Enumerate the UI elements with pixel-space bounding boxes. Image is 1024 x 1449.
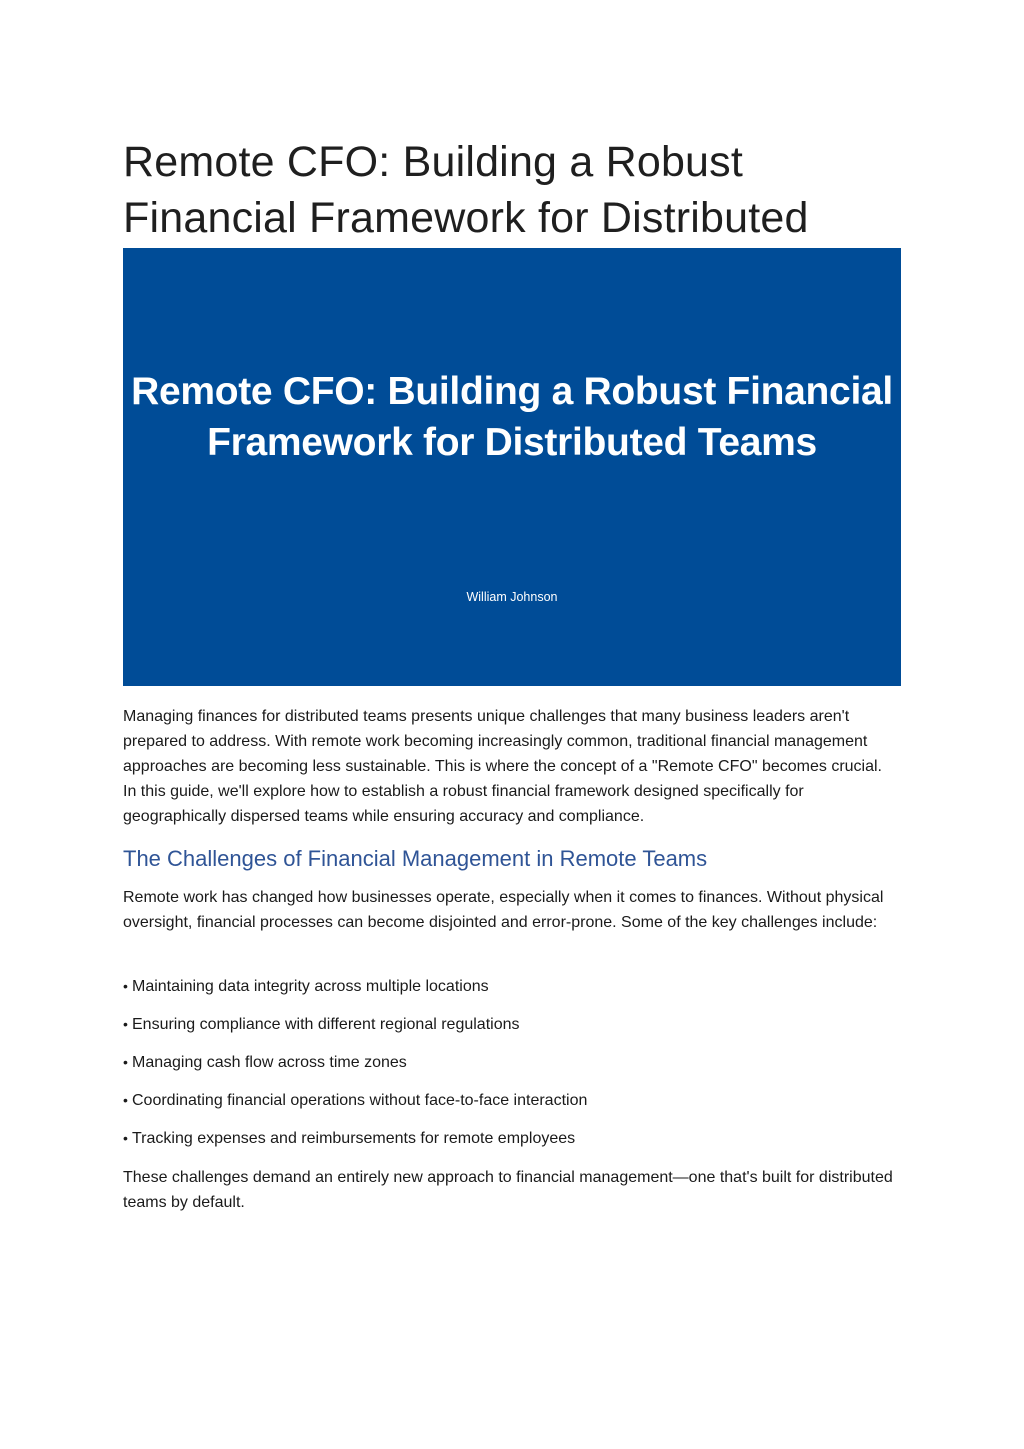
closing-paragraph: These challenges demand an entirely new approach to financial management—one that's built for distributed teams by default. — [123, 1169, 893, 1211]
list-item-text: Maintaining data integrity across multiple locations — [132, 978, 489, 995]
banner-heading: Remote CFO: Building a Robust Financial Framework for Distributed Teams — [131, 370, 893, 464]
title-banner-image — [123, 248, 901, 686]
challenges-intro-paragraph: Remote work has changed how businesses operate, especially when it comes to finances. Without physical oversight, financial processes can become disjointed and error-prone. Some of the key challenges include: — [123, 889, 884, 931]
document-title: Remote CFO: Building a Robust Financial Framework for Distributed — [123, 138, 809, 242]
list-item — [123, 1050, 898, 1088]
list-item — [123, 1012, 898, 1050]
list-item — [123, 1088, 898, 1126]
intro-paragraph: Managing finances for distributed teams presents unique challenges that many business leaders aren't prepared to address. With remote work becoming increasingly common, traditional financial management approaches are becoming less sustainable. This is where the concept of a "Remote CFO" becomes crucial. In this guide, we'll explore how to establish a robust financial framework designed specifically for geographically dispersed teams while ensuring accuracy and compliance. — [123, 708, 882, 825]
list-item — [123, 1126, 898, 1164]
bullet-icon: • — [123, 1130, 128, 1146]
challenges-bullet-list — [123, 974, 898, 1164]
list-item-text: Managing cash flow across time zones — [132, 1054, 407, 1071]
bullet-icon: • — [123, 1092, 128, 1108]
bullet-icon: • — [123, 1054, 128, 1070]
bullet-icon: • — [123, 1016, 128, 1032]
section-heading-challenges: The Challenges of Financial Management in Remote Teams — [123, 846, 708, 871]
banner-author: William Johnson — [466, 590, 558, 604]
list-item-text: Coordinating financial operations without face-to-face interaction — [132, 1092, 588, 1109]
list-item-text: Tracking expenses and reimbursements for remote employees — [132, 1130, 576, 1147]
list-item-text: Ensuring compliance with different regional regulations — [132, 1016, 520, 1033]
list-item — [123, 974, 898, 1012]
bullet-icon: • — [123, 978, 128, 994]
